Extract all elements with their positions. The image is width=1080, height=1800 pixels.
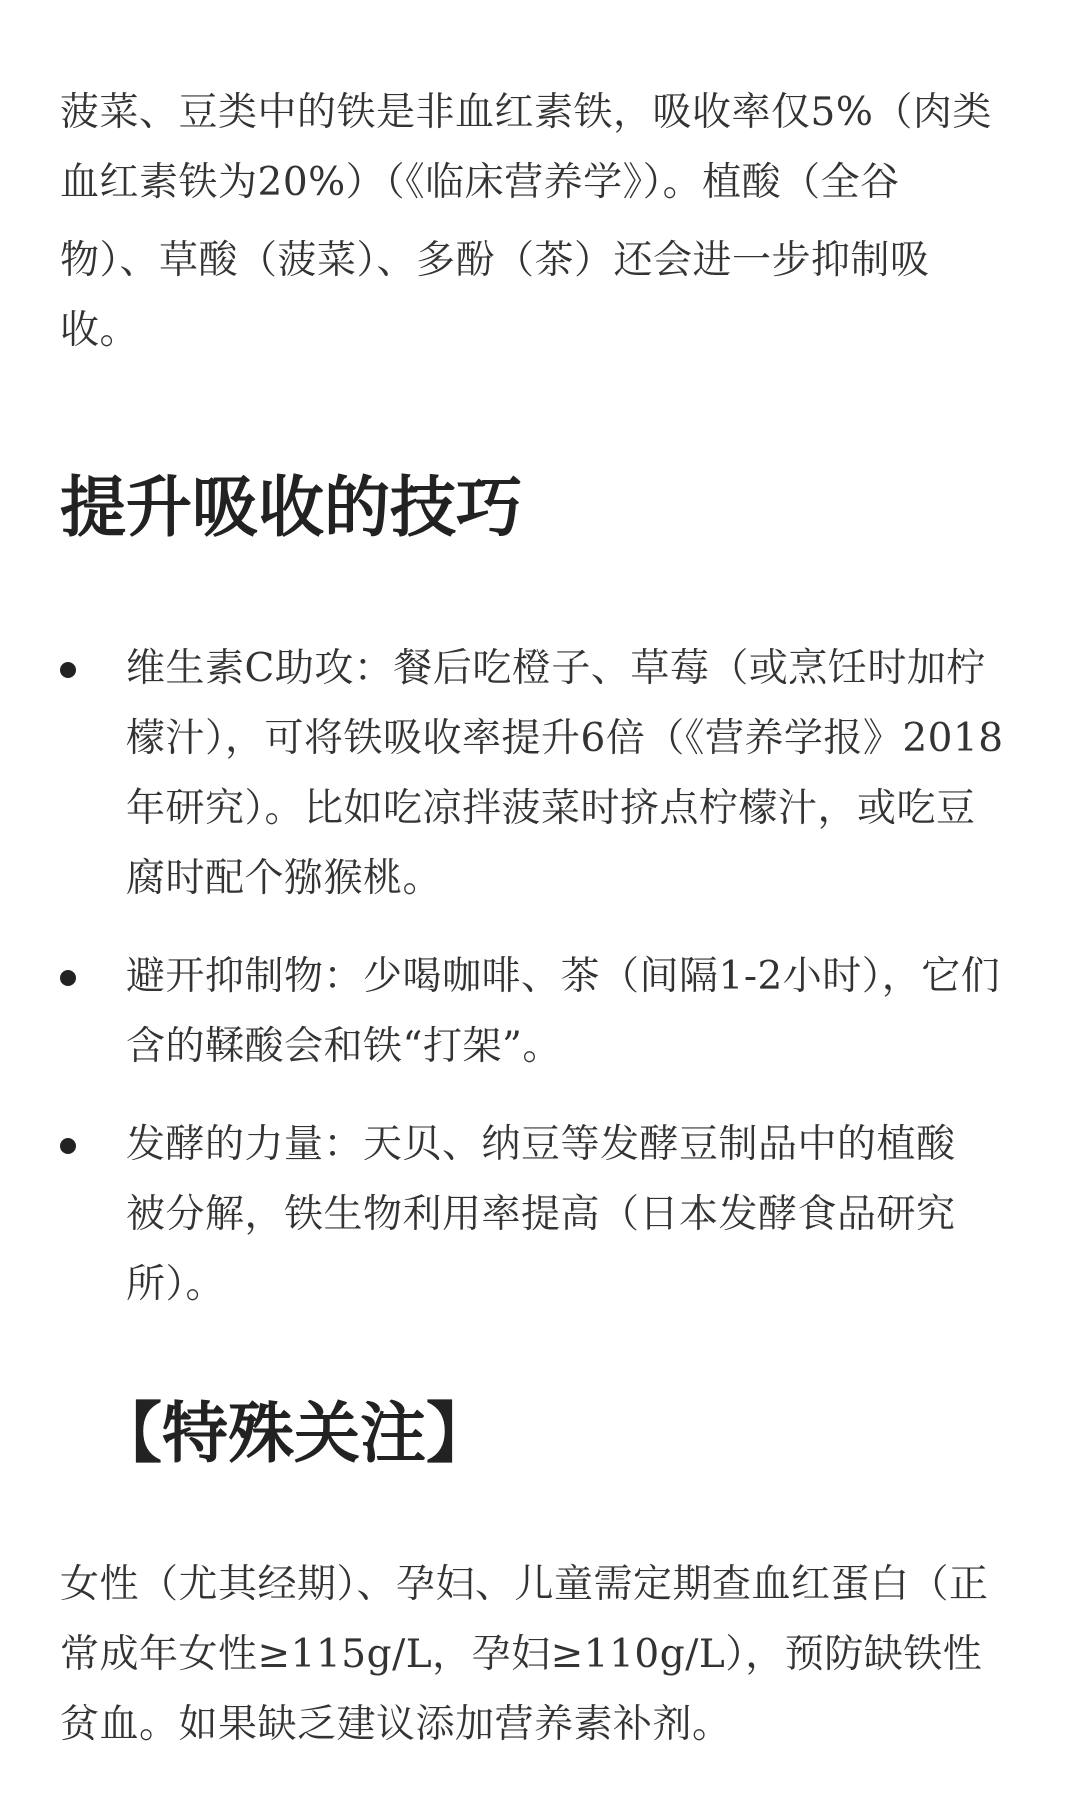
tip-item-avoid-inhibitors (60, 942, 1020, 1082)
outro-paragraph (60, 1550, 1020, 1760)
tip-item-vitamin-c (60, 634, 1020, 914)
tip-item-fermentation (60, 1110, 1020, 1320)
bullet-icon (60, 1138, 76, 1154)
tip-line: 避开抑制物：少喝咖啡、茶（间隔1-2小时），它们 (126, 954, 1001, 999)
intro-line: 收。 (60, 308, 140, 353)
tip-line: 被分解，铁生物利用率提高（日本发酵食品研究 (126, 1192, 956, 1237)
tip-line: 檬汁），可将铁吸收率提升6倍（《营养学报》2018 (126, 716, 1004, 761)
tip-line: 腐时配个猕猴桃。 (126, 856, 443, 901)
outro-line: 贫血。如果缺乏建议添加营养素补剂。 (60, 1702, 732, 1747)
bullet-icon (60, 970, 76, 986)
section-heading-absorption-tips: 提升吸收的技巧 (60, 468, 522, 546)
tips-list (60, 634, 1020, 1320)
tip-line: 所）。 (126, 1262, 226, 1307)
tip-line: 发酵的力量：天贝、纳豆等发酵豆制品中的植酸 (126, 1122, 956, 1167)
tip-line: 含的鞣酸会和铁“打架”。 (126, 1024, 562, 1069)
tip-line: 年研究）。比如吃凉拌菠菜时挤点柠檬汁，或吃豆 (126, 786, 976, 831)
bullet-icon (60, 662, 76, 678)
tip-line: 维生素C助攻：餐后吃橙子、草莓（或烹饪时加柠 (126, 646, 986, 691)
intro-paragraph (60, 78, 1020, 366)
intro-line: 血红素铁为20%）（《临床营养学》）。植酸（全谷 (60, 160, 900, 205)
intro-line: 物）、草酸（菠菜）、多酚（茶）还会进一步抑制吸 (60, 238, 930, 283)
section-heading-special-attention: 【特殊关注】 (96, 1394, 492, 1472)
intro-line: 菠菜、豆类中的铁是非血红素铁，吸收率仅5%（肉类 (60, 90, 992, 135)
outro-line: 女性（尤其经期）、孕妇、儿童需定期查血红蛋白（正 (60, 1562, 989, 1607)
outro-line: 常成年女性≥115g/L，孕妇≥110g/L），预防缺铁性 (60, 1632, 983, 1677)
